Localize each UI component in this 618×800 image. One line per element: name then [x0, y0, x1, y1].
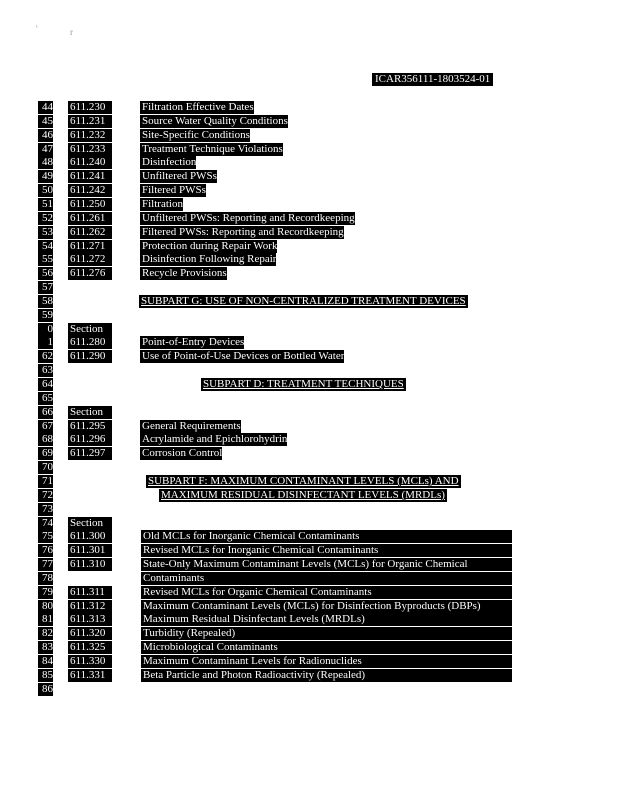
section-title: General Requirements — [142, 420, 241, 432]
scan-mark: r — [70, 27, 73, 37]
section-number: 611.276 — [68, 267, 112, 280]
section-title: Site-Specific Conditions — [142, 129, 250, 141]
line-number: 70 — [38, 461, 53, 474]
section-title: Maximum Contaminant Levels (MCLs) for Disinfection Byproducts (DBPs) — [141, 600, 512, 613]
section-number: 611.231 — [68, 115, 112, 128]
section-number: 611.311 — [68, 586, 112, 599]
line-number: 56 — [38, 267, 53, 280]
section-number: 611.295 — [68, 420, 112, 433]
section-column-header: Section — [68, 517, 112, 530]
section-title: Microbiological Contaminants — [141, 641, 512, 654]
section-number: 611.232 — [68, 129, 112, 142]
section-number: 611.262 — [68, 226, 112, 239]
line-number: 68 — [38, 433, 53, 446]
line-number: 75 — [38, 530, 53, 543]
line-number: 84 — [38, 655, 53, 668]
section-number: 611.280 — [68, 336, 112, 349]
line-number: 50 — [38, 184, 53, 197]
line-number: 57 — [38, 281, 53, 294]
line-number: 78 — [38, 572, 53, 585]
line-number: 46 — [38, 129, 53, 142]
section-title: Maximum Residual Disinfectant Levels (MRDLs) — [141, 613, 512, 626]
line-number: 47 — [38, 143, 53, 156]
line-number: 63 — [38, 364, 53, 377]
section-title: Revised MCLs for Organic Chemical Contaminants — [141, 586, 512, 599]
line-number: 54 — [38, 240, 53, 253]
line-number: 55 — [38, 253, 53, 266]
line-number: 81 — [38, 613, 53, 626]
line-number: 74 — [38, 517, 53, 530]
section-title: Point-of-Entry Devices — [142, 336, 245, 348]
line-number: 79 — [38, 586, 53, 599]
line-number: 53 — [38, 226, 53, 239]
section-title: Filtered PWSs — [142, 184, 206, 196]
section-number: 611.313 — [68, 613, 112, 626]
line-number: 64 — [38, 378, 53, 391]
section-number: 611.296 — [68, 433, 112, 446]
line-number: 71 — [38, 475, 53, 488]
line-number: 76 — [38, 544, 53, 557]
subpart-heading: SUBPART F: MAXIMUM CONTAMINANT LEVELS (MCLs) AND — [148, 475, 459, 487]
line-number: 82 — [38, 627, 53, 640]
line-number: 67 — [38, 420, 53, 433]
section-number: 611.240 — [68, 156, 112, 169]
line-number: 44 — [38, 101, 53, 114]
line-number: 83 — [38, 641, 53, 654]
section-title: Source Water Quality Conditions — [142, 115, 288, 127]
section-number: 611.241 — [68, 170, 112, 183]
section-title: Filtered PWSs: Reporting and Recordkeeping — [142, 226, 344, 238]
section-title: Treatment Technique Violations — [142, 143, 283, 155]
line-number: 0 — [38, 323, 53, 336]
section-number: 611.320 — [68, 627, 112, 640]
scan-mark: ' — [36, 24, 38, 34]
section-title: Contaminants — [141, 572, 512, 585]
section-number: 611.261 — [68, 212, 112, 225]
document-id: ICAR356111-1803524-01 — [372, 73, 493, 86]
section-title: Disinfection Following Repair — [142, 253, 277, 265]
section-title: Old MCLs for Inorganic Chemical Contaminants — [141, 530, 512, 543]
section-number: 611.312 — [68, 600, 112, 613]
line-number: 86 — [38, 683, 53, 696]
section-title: Unfiltered PWSs: Reporting and Recordkeeping — [142, 212, 355, 224]
section-title: Recycle Provisions — [142, 267, 227, 279]
section-title: Revised MCLs for Inorganic Chemical Contaminants — [141, 544, 512, 557]
subpart-heading: SUBPART D: TREATMENT TECHNIQUES — [203, 378, 404, 390]
subpart-heading: MAXIMUM RESIDUAL DISINFECTANT LEVELS (MRDLs) — [161, 489, 445, 501]
section-number: 611.325 — [68, 641, 112, 654]
line-number: 59 — [38, 309, 53, 322]
line-number: 66 — [38, 406, 53, 419]
line-number: 48 — [38, 156, 53, 169]
section-number: 611.271 — [68, 240, 112, 253]
line-number: 85 — [38, 669, 53, 682]
line-number: 73 — [38, 503, 53, 516]
section-title: Corrosion Control — [142, 447, 223, 459]
section-title: Turbidity (Repealed) — [141, 627, 512, 640]
section-number: 611.330 — [68, 655, 112, 668]
line-number: 51 — [38, 198, 53, 211]
section-title: Protection during Repair Work — [142, 240, 278, 252]
section-title: Filtration — [142, 198, 183, 210]
section-title: Maximum Contaminant Levels for Radionuclides — [141, 655, 512, 668]
line-number: 77 — [38, 558, 53, 571]
section-column-header: Section — [68, 323, 112, 336]
section-number: 611.297 — [68, 447, 112, 460]
section-title: Acrylamide and Epichlorohydrin — [142, 433, 288, 445]
section-title: State-Only Maximum Contaminant Levels (MCLs) for Organic Chemical — [141, 558, 512, 571]
section-title: Unfiltered PWSs — [142, 170, 217, 182]
section-number: 611.233 — [68, 143, 112, 156]
line-number: 45 — [38, 115, 53, 128]
section-title: Disinfection — [142, 156, 197, 168]
section-number: 611.242 — [68, 184, 112, 197]
section-title: Beta Particle and Photon Radioactivity (Repealed) — [141, 669, 512, 682]
section-title: Use of Point-of-Use Devices or Bottled Water — [142, 350, 345, 362]
line-number: 62 — [38, 350, 53, 363]
line-number: 52 — [38, 212, 53, 225]
section-column-header: Section — [68, 406, 112, 419]
section-number: 611.230 — [68, 101, 112, 114]
line-number: 58 — [38, 295, 53, 308]
line-number: 65 — [38, 392, 53, 405]
line-number: 49 — [38, 170, 53, 183]
section-number: 611.310 — [68, 558, 112, 571]
section-number: 611.331 — [68, 669, 112, 682]
line-number: 69 — [38, 447, 53, 460]
section-number: 611.250 — [68, 198, 112, 211]
section-title: Filtration Effective Dates — [142, 101, 254, 113]
subpart-heading: SUBPART G: USE OF NON-CENTRALIZED TREATMENT DEVICES — [141, 295, 466, 307]
section-number: 611.290 — [68, 350, 112, 363]
section-number: 611.300 — [68, 530, 112, 543]
line-number: 80 — [38, 600, 53, 613]
section-number: 611.301 — [68, 544, 112, 557]
line-number: 1 — [38, 336, 53, 349]
line-number: 72 — [38, 489, 53, 502]
section-number: 611.272 — [68, 253, 112, 266]
